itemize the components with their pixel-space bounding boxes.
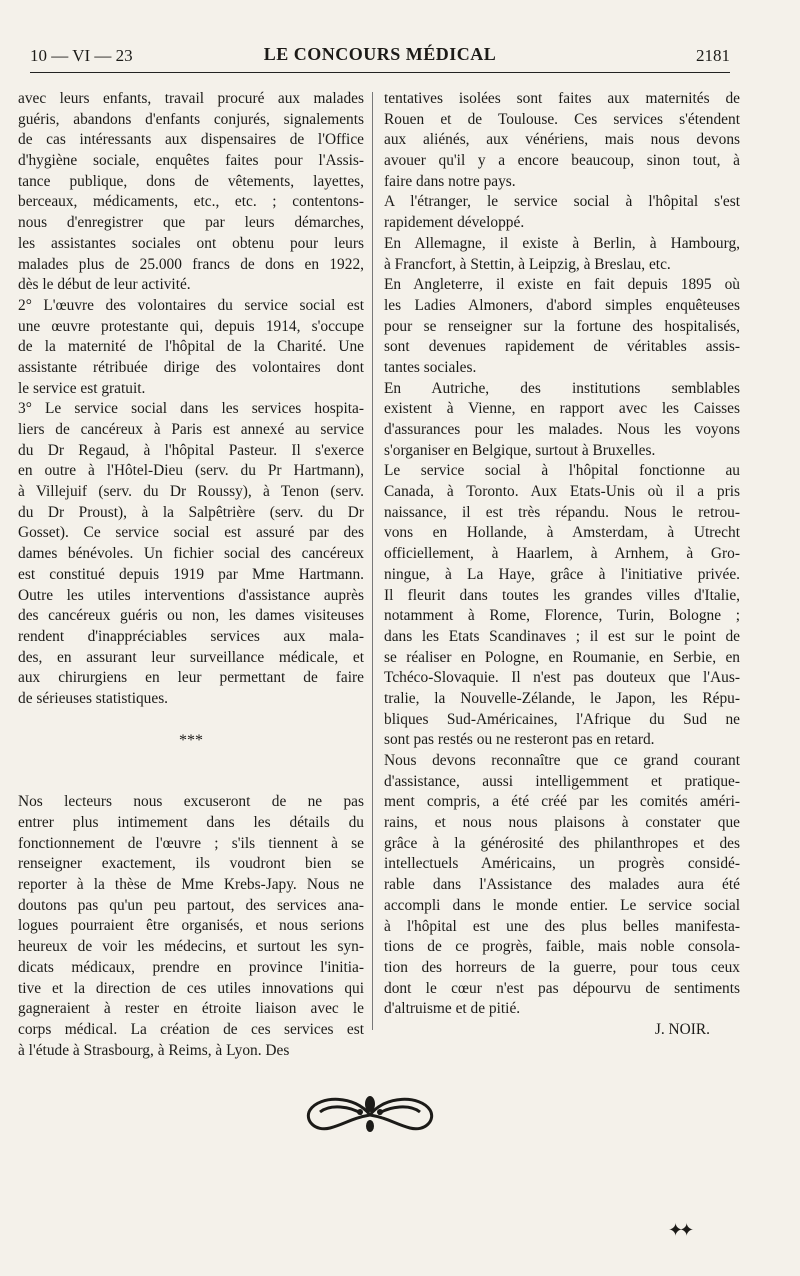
text-line: tive et la direction de ces utiles innovations qui [18,979,364,997]
text-line: corps médical. La création de ces services est [18,1020,364,1038]
text-line: Rouen et de Toulouse. Ces services s'étendent [384,110,740,128]
text-line: 2° L'œuvre des volontaires du service social est [18,296,364,314]
text-line: En Autriche, des institutions semblables [384,379,740,397]
right-column [384,89,740,1041]
text-line: malades plus de 25.000 francs de dons en 1922, [18,255,364,273]
text-line: officiellement, à Haarlem, à Arnhem, à Gro- [384,545,740,563]
left-column [18,89,364,1061]
text-line: tion des horreurs de la guerre, pour tous ceux [384,958,740,976]
text-line: tions de ce progrès, faible, mais noble consola- [384,938,740,956]
text-line: à Francfort, à Stettin, à Leipzig, à Breslau, etc. [384,255,671,273]
tailpiece-ornament [300,1090,440,1140]
text-line: notamment à Rome, Florence, Turin, Bologne ; [384,607,740,625]
text-line: s'organiser en Belgique, surtout à Bruxelles. [384,441,656,459]
text-line: se réaliser en Pologne, en Roumanie, en Serbie, en [384,648,740,666]
text-line: tantes sociales. [384,358,477,376]
text-line: naissance, il est très répandu. Nous le retrou- [384,503,740,521]
text-line: de sérieuses statistiques. [18,689,169,707]
page-header [30,40,730,73]
text-line: rable dans l'Assistance des malades aura été [384,876,740,894]
text-line: rendent d'inappréciables services aux mala- [18,627,364,645]
text-line: est constitué depuis 1919 par Mme Hartmann. [18,565,364,583]
page-number: 2181 [696,46,730,65]
text-line: liers de cancéreux à Paris est annexé au service [18,421,364,438]
text-line: les Ladies Almoners, d'abord simples enquêteuses [384,296,740,314]
journal-title: LE CONCOURS MÉDICAL [263,44,497,64]
text-line: heureux de voir les médecins, et surtout les syn- [18,938,364,956]
text-line: intellectuels Américains, un progrès considé- [384,855,740,873]
text-line: nous d'enregistrer que par leurs démarches, [18,214,364,232]
text-line: dont le cœur n'est pas dépourvu de sentiments [384,979,740,997]
text-line: En Allemagne, il existe à Berlin, à Hambourg, [384,234,740,252]
paragraph-gap [18,772,364,793]
text-line: gagneraient à rester en étroite liaison avec le [18,1000,364,1018]
text-line: en outre à l'Hôtel-Dieu (serv. du Pr Hartmann), [18,462,364,480]
text-line: des cancéreux guéris ou non, les dames visiteuses [18,607,364,625]
text-line: entrer plus intimement dans les détails du [18,814,364,831]
text-line: sont pas restés ou ne resteront pas en retard. [384,731,655,749]
text-line: dicats médicaux, prendre en province l'initia- [18,958,364,976]
text-line: tralie, la Nouvelle-Zélande, le Japon, les Répu- [384,689,740,707]
text-line: accompli dans le monde entier. Le service social [384,896,740,914]
text-line: à l'étude à Strasbourg, à Reims, à Lyon. Des [18,1041,290,1059]
text-line: le service est gratuit. [18,379,146,397]
text-line: berceaux, médicaments, etc., etc. ; contentons- [18,193,364,211]
text-line: A l'étranger, le service social à l'hôpital s'est [384,193,740,211]
text-line: renseigner exactement, ils voudront bien se [18,855,364,873]
text-line: vons en Hollande, à Amsterdam, à Utrecht [384,524,740,542]
text-line: aux aliénés, aux vénériens, mais nous devons [384,131,740,149]
text-line: logues pourraient être organisés, et nous serions [18,917,364,935]
text-line: les assistantes sociales ont obtenu pour leurs [18,234,364,252]
text-line: du Dr Proust), à la Salpêtrière (serv. du Dr [18,503,364,521]
text-line: avec leurs enfants, travail procuré aux malades [18,90,364,107]
text-line: rapidement développé. [384,214,525,232]
text-line: Il fleurit dans toutes les grandes villes d'Italie, [384,586,740,604]
text-line: avouer qu'il y a encore beaucoup, sinon tout, à [384,152,740,170]
text-line: Outre les utiles interventions d'assistance auprès [18,586,364,604]
text-line: ment compris, a été créé par les comités améri- [384,793,740,811]
author-signature: J. NOIR. [654,1020,710,1038]
text-line: assistante rétribuée dirige des volontaires dont [18,358,364,376]
text-line: d'hygiène sociale, enquêtes faites pour l'Assis- [18,152,364,170]
text-line: reporter à la thèse de Mme Krebs-Japy. Nous ne [18,876,364,894]
text-line: du Dr Regaud, à l'hôpital Pasteur. Il s'exerce [18,441,364,459]
text-line: à Villejuif (serv. du Dr Roussy), à Tenon (serv. [18,483,364,501]
text-line: d'altruisme et de pitié. [384,1000,521,1018]
text-line: En Angleterre, il existe en fait depuis 1895 où [384,276,740,294]
text-line: dès le début de leur activité. [18,276,191,294]
column-divider [372,92,373,1030]
section-break-asterism: *** [179,731,203,749]
text-line: dames bénévoles. Un fichier social des cancéreux [18,545,364,563]
text-line: tance publique, dons de vêtements, layettes, [18,172,364,190]
text-line: une œuvre protestante qui, depuis 1914, s'occupe [18,317,364,335]
text-line: Le service social à l'hôpital fonctionne au [384,462,740,480]
text-line: d'assurances pour les malades. Nous les voyons [384,421,740,438]
text-line: pour se renseigner sur la fortune des hospitalisés, [384,317,740,335]
text-line: fonctionnement de l'œuvre ; s'ils tiennent à se [18,834,364,852]
text-line: dans les Etats Scandinaves ; il est sur le point de [384,627,740,645]
text-line: guéris, abandons d'enfants conjurés, signalements [18,110,364,128]
text-line: grâce à la générosité des philanthropes et des [384,834,740,852]
text-line: Tchéco-Slovaquie. Il n'est pas douteux que l'Aus- [384,669,740,687]
fleuron-mark: ✦✦ [668,1220,691,1241]
text-line: Nos lecteurs nous excuseront de ne pas [18,793,364,811]
text-line: aux chirurgiens en leur permettant de faire [18,669,364,687]
text-line: d'assistance, aussi intelligemment et pratique- [384,772,740,790]
text-line: sont devenues rapidement de véritables assis- [384,338,740,356]
text-line: de la maternité de l'hôpital de la Charité. Une [18,338,364,356]
issue-date: 10 — VI — 23 [30,46,133,65]
text-line: Nous devons reconnaître que ce grand courant [384,752,740,769]
text-line: rains, et nous nous plaisons à constater que [384,814,740,832]
text-line: ningue, à La Haye, grâce à l'initiative privée. [384,565,740,583]
text-line: Gosset). Ce service social est assuré par des [18,524,364,542]
text-line: existent à Vienne, en rapport avec les Caisses [384,400,740,418]
text-line: des, en assurant leur surveillance médicale, et [18,648,364,666]
text-line: tentatives isolées sont faites aux maternités de [384,90,740,107]
text-line: Canada, à Toronto. Aux Etats-Unis où il a pris [384,483,740,501]
text-line: bliques Sud-Américaines, l'Afrique du Sud ne [384,710,740,728]
text-line: faire dans notre pays. [384,172,516,190]
text-line: doutons pas qu'un peu partout, des services ana- [18,896,364,914]
text-line: 3° Le service social dans les services hospita- [18,400,364,418]
text-line: de cas intéressants aux dispensaires de l'Office [18,131,364,149]
text-line: à l'hôpital est une des plus belles manifesta- [384,917,740,935]
